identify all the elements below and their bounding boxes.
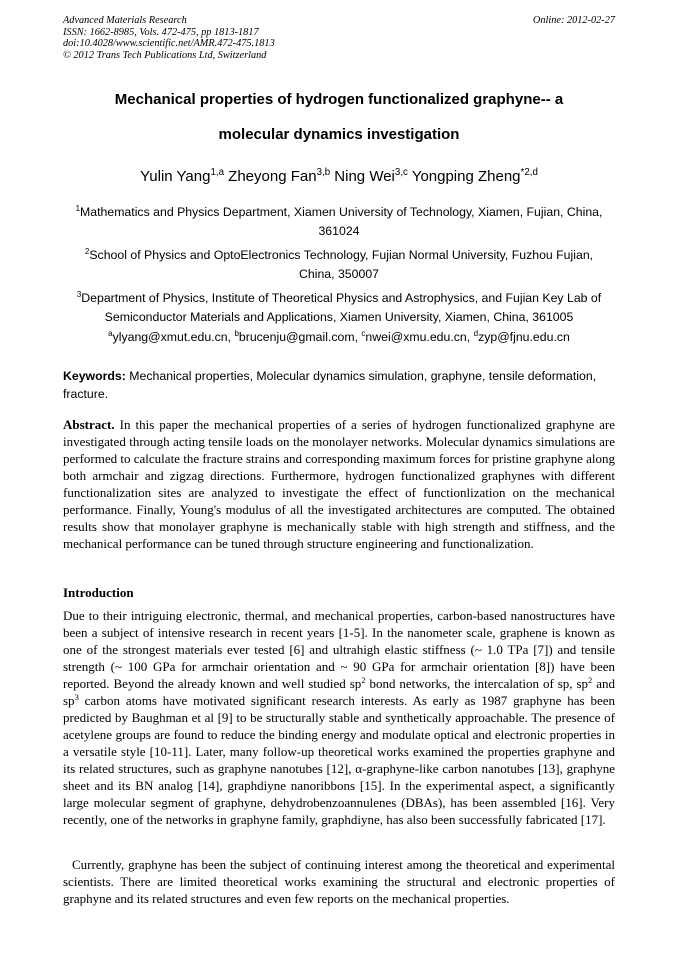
running-header [63,15,275,61]
paper-title-line-1: Mechanical properties of hydrogen functionalized graphyne-- a [114,91,564,108]
affiliation-text: 361024 [318,224,360,238]
doi-line: doi:10.4028/www.scientific.net/AMR.472-475.1813 [63,38,275,50]
author-name: Yongping Zheng [411,168,521,185]
copyright-line: © 2012 Trans Tech Publications Ltd, Switzerland [63,49,267,61]
author-name: Ning Wei [334,168,395,185]
section-heading-introduction: Introduction [63,585,134,600]
email-sup: d [473,329,479,339]
superscript: 2 [588,674,593,685]
online-date: Online: 2012-02-27 [532,15,615,26]
keywords-label: Keywords: [63,369,126,383]
paragraph-text: and sp [63,676,615,708]
affiliation-2 [63,246,615,284]
author-name: Zheyong Fan [228,168,317,185]
author-list [63,168,615,186]
affiliation-sup: 2 [84,247,90,257]
affiliation-sup: 1 [75,204,81,214]
author-sup: *2,d [520,166,538,178]
author-sup: 1,a [210,166,224,178]
keywords-text: Mechanical properties, Molecular dynamics simulation, graphyne, tensile deformation, fracture. [63,369,597,401]
email-sup: c [361,329,366,339]
author-name: Yulin Yang [140,168,211,185]
author-sup: 3,b [316,166,331,178]
paragraph-text: bond networks, the intercalation of sp, sp [365,676,589,691]
author-sup: 3,c [394,166,408,178]
email-list: $^a$ylyang@xmut.edu.cn, $^b$brucenju@gmail.com, $^c$nwei@xmu.edu.cn, $^d$zyp@fjnu.edu.cn [108,329,570,344]
email-address: ylyang@xmut.edu.cn [112,330,228,344]
affiliation-text: Department of Physics, Institute of Theoretical Physics and Astrophysics, and Fujian Key Lab of [81,291,602,305]
affiliation-sup: 3 [76,290,82,300]
paper-title-line-2: molecular dynamics investigation [218,126,460,143]
email-address: nwei@xmu.edu.cn [365,330,467,344]
introduction-paragraph-1 [63,607,615,828]
email-address: zyp@fjnu.edu.cn [478,330,570,344]
email-sup: a [108,329,113,339]
issn-line: ISSN: 1662-8985, Vols. 472-475, pp 1813-1817 [63,26,259,38]
paragraph-text: Due to their intriguing electronic, thermal, and mechanical properties, carbon-based nanostructures have been a subject of intensive research in recent years [1-5]. In the nanometer scale, graphene is known as one of the strongest materials ever tested [6] and ultrahigh elastic stiffness (~ 1.0 TPa [7]) and tensile strength (~ 100 GPa for armchair orientation and ~ 90 GPa for armchair orientation [8]) have been reported. Beyond the already known and well studied sp [63,608,615,691]
affiliation-text: Mathematics and Physics Department, Xiamen University of Technology, Xiamen, Fujian, China, [80,205,603,219]
email-address: brucenju@gmail.com [238,330,355,344]
abstract [63,416,615,552]
abstract-text: In this paper the mechanical properties of a series of hydrogen functionalized graphyne are investigated through acting tensile loads on the monolayer networks. Molecular dynamics simulations are performed to calculate the fracture strains and corresponding maximum forces for pristine graphyne along both armchair and zigzag directions. Furthermore, hydrogen functionalized graphynes with different functionalization sites are analyzed to investigate the effect of functionlization on the mechanical performance. Finally, Young's modulus of all the investigated architectures are computed. The obtained results show that monolayer graphyne is mechanically stable with high strength and stiffness, and the mechanical performance can be tuned through structure engineering and functionalization. [63,417,615,551]
affiliation-text: China, 350007 [299,267,379,281]
paragraph-text: carbon atoms have motivated significant research interests. As early as 1987 graphyne has been predicted by Baughman et al [9] to be structurally stable and synthetically approachable. The presence of acetylene groups are found to reduce the binding energy and modulate optical and electronic properties in a versatile style [10-11]. Later, many follow-up theoretical works examined the properties graphyne and its related structures, such as graphyne nanotubes [12], α-graphyne-like carbon nanotubes [13], graphyne sheet and its BN analog [14], graphdiyne nanoribbons [15]. In the experimental aspect, a significantly large molecular segment of graphyne, dehydrobenzoannulenes (DBAs), has been assembled [16]. Very recently, one of the networks in graphyne family, graphdiyne, has also been successfully fabricated [17]. [63,693,615,827]
journal-name: Advanced Materials Research [63,15,187,26]
email-sup: b [234,329,239,339]
affiliation-3 [63,289,615,327]
affiliation-text: Semiconductor Materials and Applications, Xiamen University, Xiamen, China, 361005 [104,310,574,324]
affiliation-1 [63,203,615,241]
superscript: 2 [361,674,366,685]
superscript: 3 [74,691,79,702]
keywords [63,368,615,403]
affiliation-text: School of Physics and OptoElectronics Technology, Fujian Normal University, Fuzhou Fujian, [89,248,594,262]
introduction-paragraph-2: Currently, graphyne has been the subject of continuing interest among the theoretical and experimental scientists. There are limited theoretical works examining the structural and electronic properties of graphyne and its related structures and even few reports on the mechanical properties. [63,857,615,906]
abstract-label: Abstract. [63,417,115,432]
